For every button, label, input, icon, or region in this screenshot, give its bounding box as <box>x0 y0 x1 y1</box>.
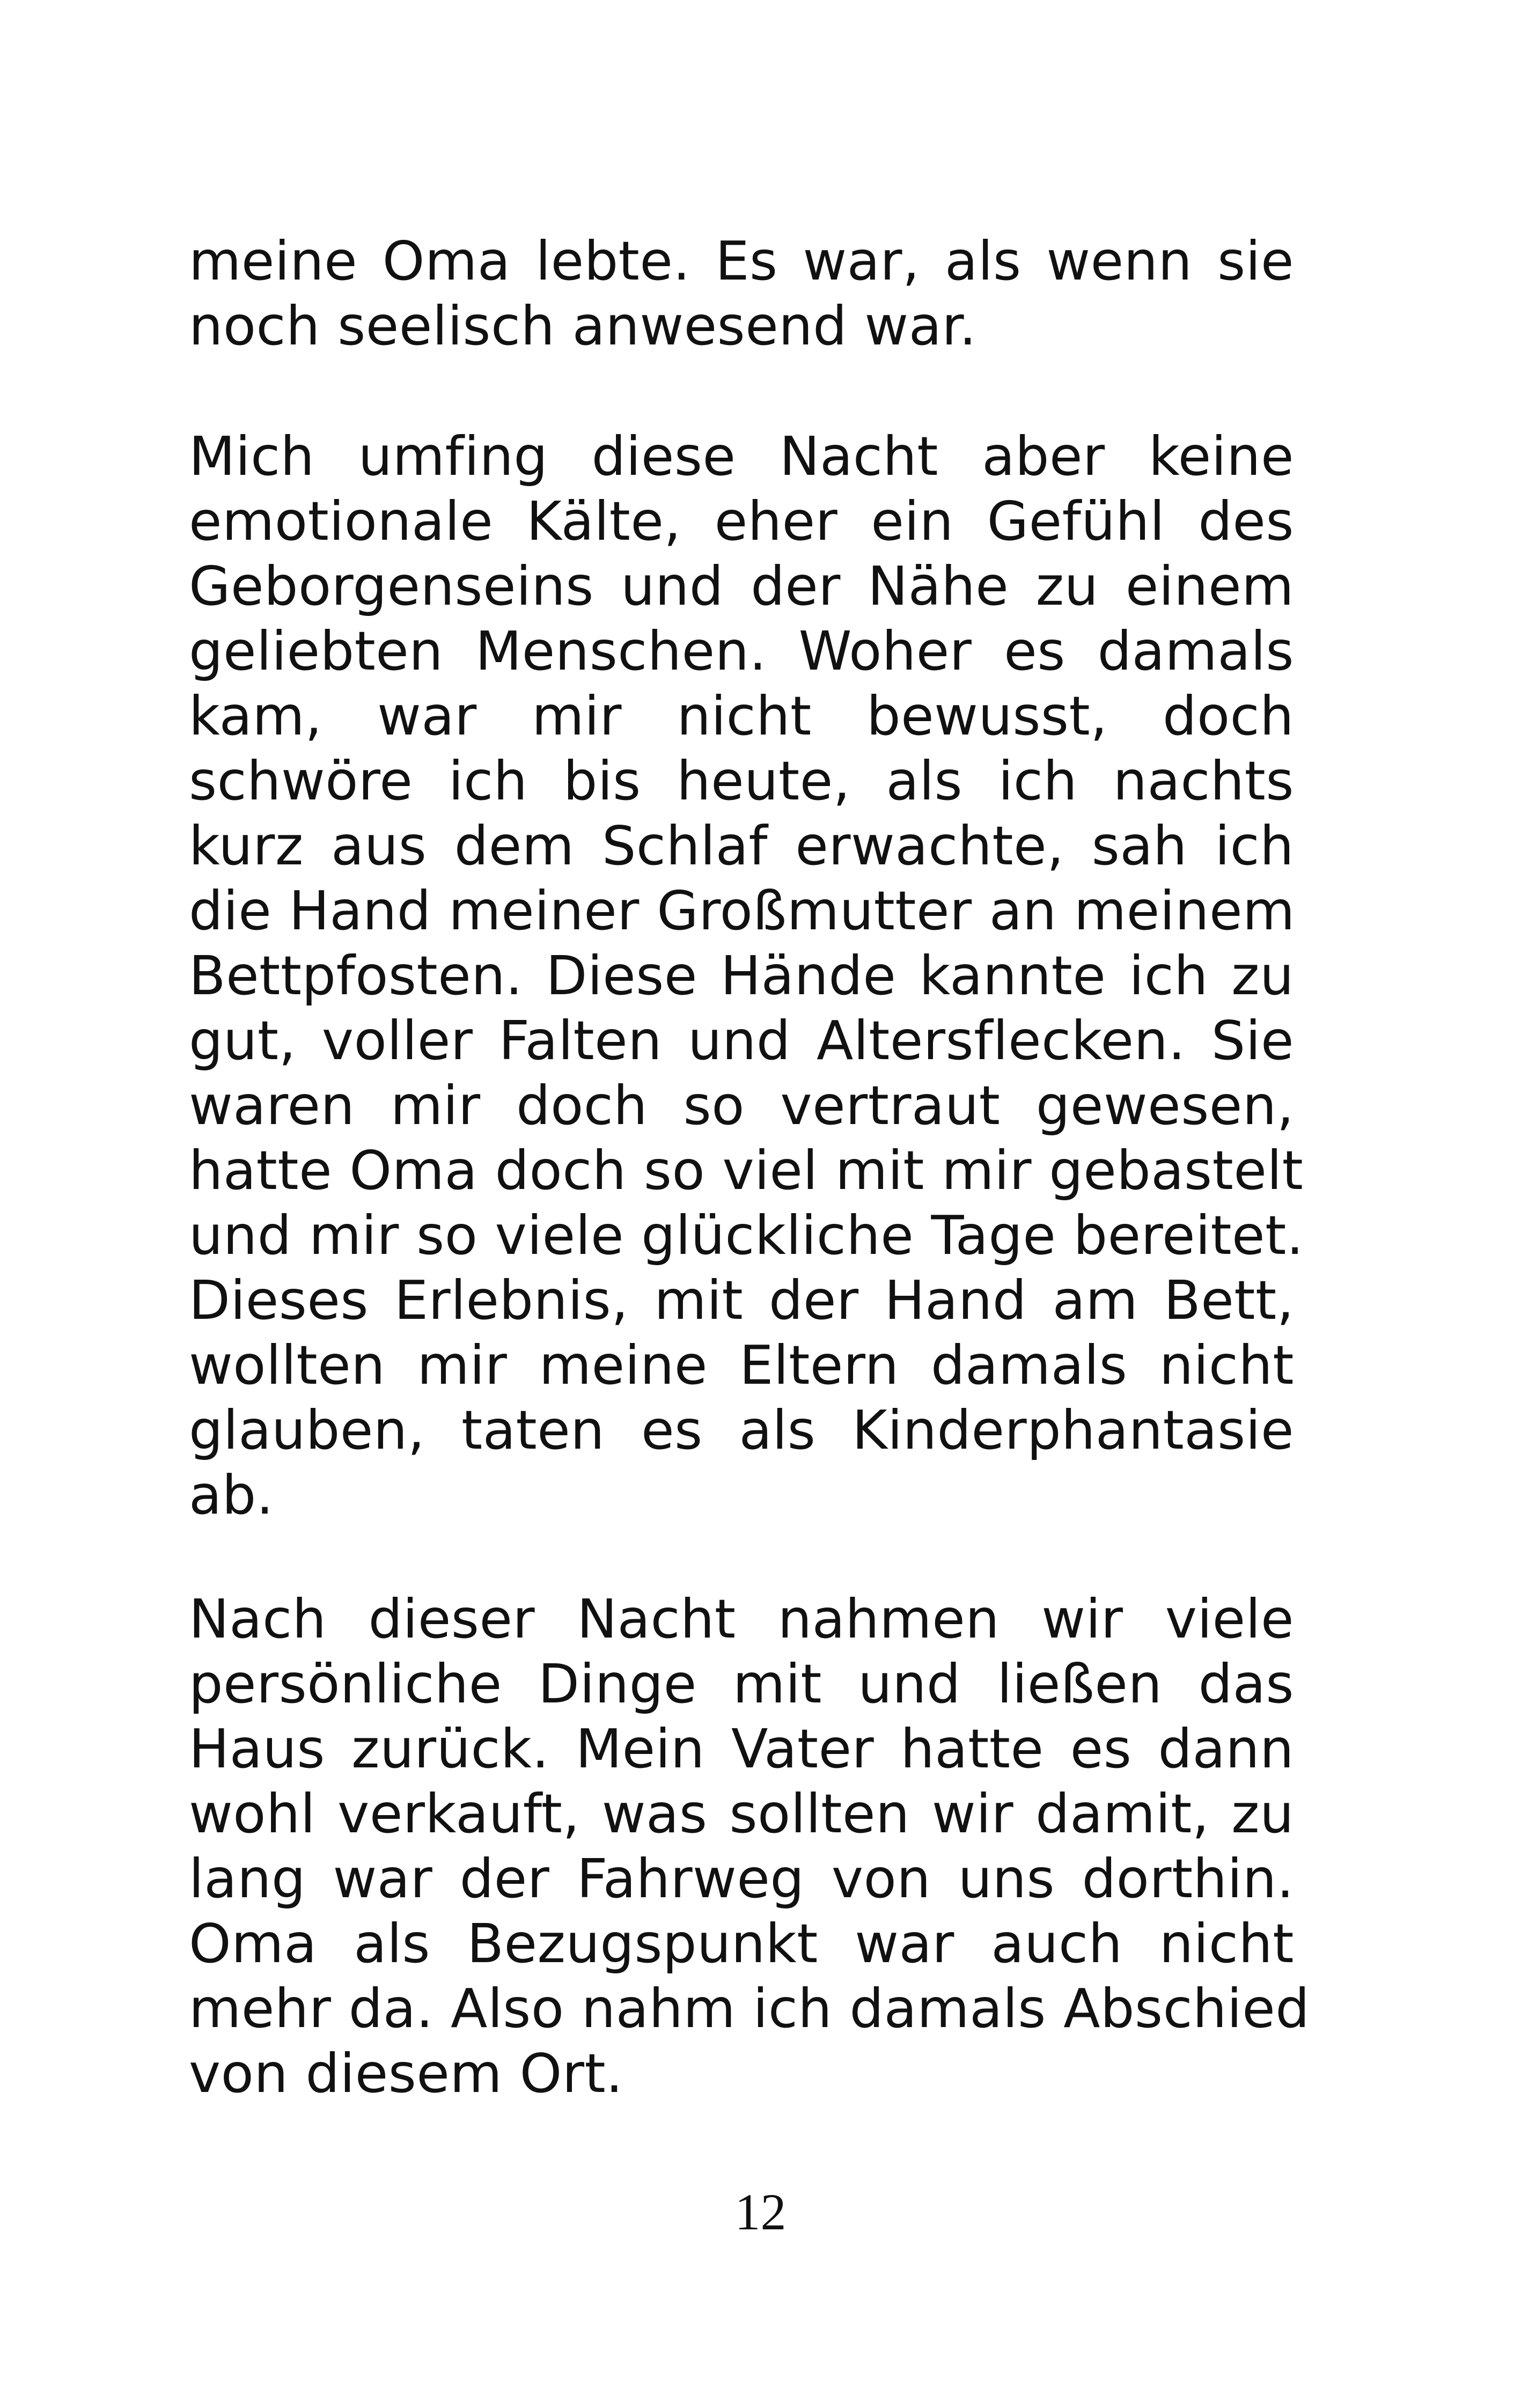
paragraph-1 <box>189 229 1294 358</box>
text-line: persönliche Dinge mit und ließen das <box>189 1653 1294 1715</box>
page-number: 12 <box>734 2183 787 2241</box>
text-line: Oma als Bezugspunkt war auch nicht <box>189 1912 1294 1975</box>
text-line: und mir so viele glückliche Tage bereitet. <box>189 1204 1304 1267</box>
text-line: emotionale Kälte, eher ein Gefühl des <box>189 490 1294 553</box>
text-line: waren mir doch so vertraut gewesen, <box>189 1074 1294 1137</box>
text-line: lang war der Fahrweg von uns dorthin. <box>189 1847 1294 1910</box>
text-line: ab. <box>189 1464 274 1526</box>
text-line: hatte Oma doch so viel mit mir gebastelt <box>189 1139 1304 1202</box>
paragraph-2 <box>189 424 1304 1528</box>
text-line: Mich umfing diese Nacht aber keine <box>189 425 1294 488</box>
text-line: Geborgenseins und der Nähe zu einem <box>189 555 1294 618</box>
paragraph-3 <box>189 1587 1310 2106</box>
text-line: kam, war mir nicht bewusst, doch <box>189 685 1294 747</box>
text-line: gut, voller Falten und Altersflecken. Sie <box>189 1009 1294 1072</box>
text-line: mehr da. Also nahm ich damals Abschied <box>189 1977 1310 2040</box>
text-line: noch seelisch anwesend war. <box>189 295 977 357</box>
text-line: kurz aus dem Schlaf erwachte, sah ich <box>189 814 1294 877</box>
text-line: schwöre ich bis heute, als ich nachts <box>189 750 1294 812</box>
text-line: Bettpfosten. Diese Hände kannte ich zu <box>189 944 1294 1007</box>
text-line: Nach dieser Nacht nahmen wir viele <box>189 1588 1294 1650</box>
text-line: Dieses Erlebnis, mit der Hand am Bett, <box>189 1269 1294 1332</box>
text-line: wohl verkauft, was sollten wir damit, zu <box>189 1782 1294 1845</box>
text-line: geliebten Menschen. Woher es damals <box>189 620 1294 682</box>
text-line: die Hand meiner Großmutter an meinem <box>189 879 1295 942</box>
text-line: glauben, taten es als Kinderphantasie <box>189 1399 1294 1462</box>
text-line: wollten mir meine Eltern damals nicht <box>189 1334 1294 1397</box>
text-line: meine Oma lebte. Es war, als wenn sie <box>189 230 1294 292</box>
text-line: Haus zurück. Mein Vater hatte es dann <box>189 1717 1294 1780</box>
text-line: von diesem Ort. <box>189 2042 623 2105</box>
